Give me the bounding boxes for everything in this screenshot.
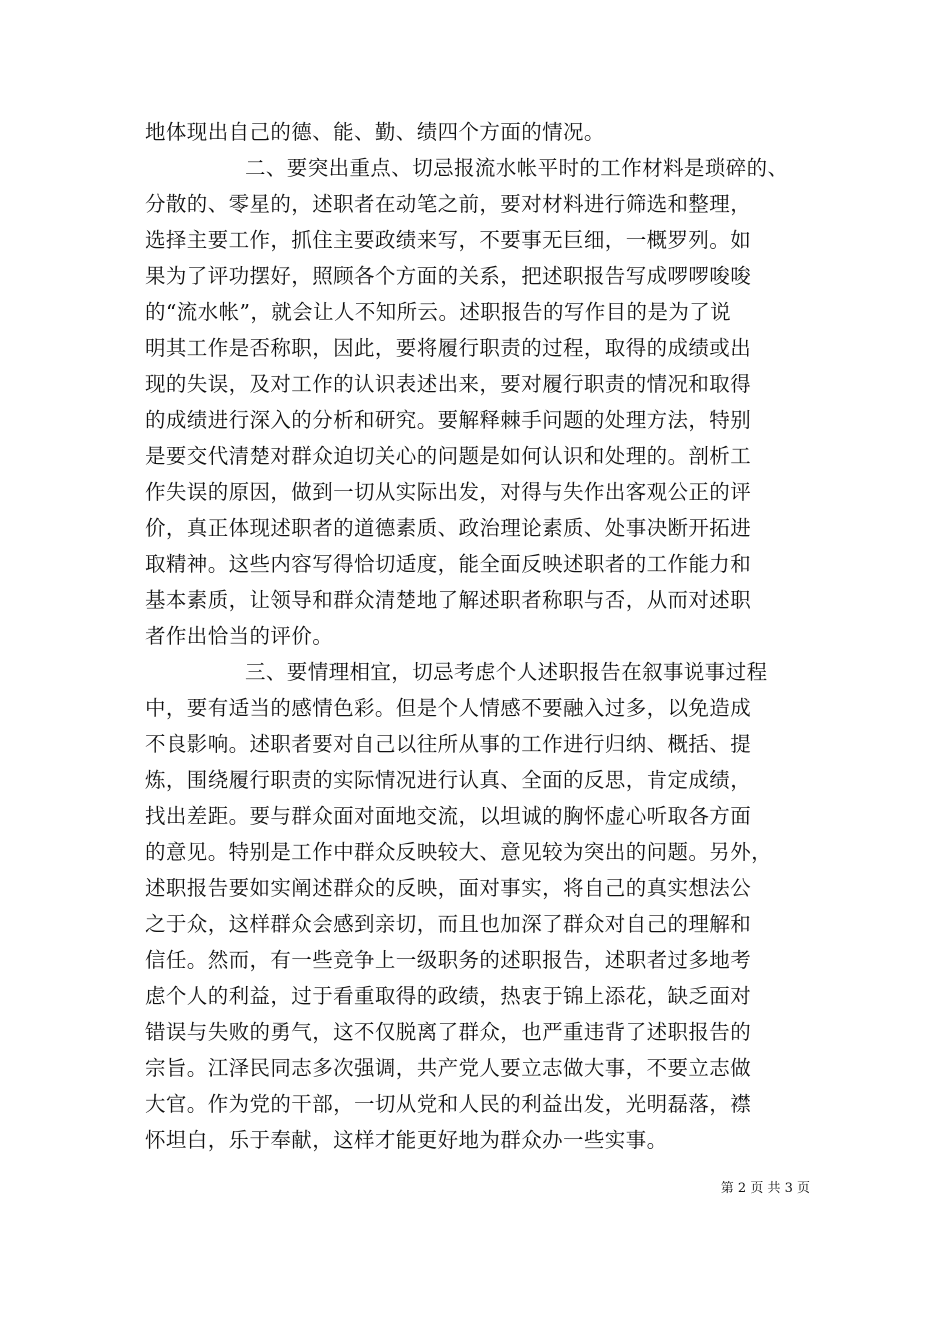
text-line: 价，真正体现述职者的道德素质、政治理论素质、处事决断开拓进 <box>145 516 752 540</box>
text-line: 作失误的原因，做到一切从实际出发，对得与失作出客观公正的评 <box>145 480 752 504</box>
text-line: 宗旨。江泽民同志多次强调，共产党人要立志做大事，不要立志做 <box>145 1056 752 1080</box>
text-line: 取精神。这些内容写得恰切适度，能全面反映述职者的工作能力和 <box>145 552 752 576</box>
page-number: 第 2 页 共 3 页 <box>720 1181 810 1196</box>
text-line: 之于众，这样群众会感到亲切，而且也加深了群众对自己的理解和 <box>145 912 752 936</box>
text-line: 是要交代清楚对群众迫切关心的问题是如何认识和处理的。剖析工 <box>145 444 752 468</box>
text-line: 者作出恰当的评价。 <box>145 624 334 648</box>
text-line: 现的失误，及对工作的认识表述出来，要对履行职责的情况和取得 <box>145 372 752 396</box>
text-line: 怀坦白，乐于奉献，这样才能更好地为群众办一些实事。 <box>145 1128 668 1152</box>
text-line: 地体现出自己的德、能、勤、绩四个方面的情况。 <box>145 120 605 144</box>
paragraph-heading-line: 二、要突出重点、切忌报流水帐平时的工作材料是琐碎的、 <box>245 156 789 180</box>
text-line: 中，要有适当的感情色彩。但是个人情感不要融入过多，以免造成 <box>145 696 752 720</box>
text-line: 的“流水帐”，就会让人不知所云。述职报告的写作目的是为了说 <box>145 300 732 324</box>
paragraph-heading-line: 三、要情理相宜，切忌考虑个人述职报告在叙事说事过程 <box>245 660 768 684</box>
text-line: 找出差距。要与群众面对面地交流，以坦诚的胸怀虚心听取各方面 <box>145 804 752 828</box>
text-line: 大官。作为党的干部，一切从党和人民的利益出发，光明磊落，襟 <box>145 1092 752 1116</box>
text-line: 基本素质，让领导和群众清楚地了解述职者称职与否，从而对述职 <box>145 588 752 612</box>
text-line: 信任。然而，有一些竞争上一级职务的述职报告，述职者过多地考 <box>145 948 752 972</box>
text-line: 分散的、零星的，述职者在动笔之前，要对材料进行筛选和整理， <box>145 192 752 216</box>
text-line: 错误与失败的勇气，这不仅脱离了群众，也严重违背了述职报告的 <box>145 1020 752 1044</box>
text-line: 果为了评功摆好，照顾各个方面的关系，把述职报告写成啰啰唆唆 <box>145 264 752 288</box>
text-line: 炼，围绕履行职责的实际情况进行认真、全面的反思，肯定成绩， <box>145 768 752 792</box>
text-line: 不良影响。述职者要对自己以往所从事的工作进行归纳、概括、提 <box>145 732 752 756</box>
text-line: 明其工作是否称职，因此，要将履行职责的过程，取得的成绩或出 <box>145 336 752 360</box>
text-line: 虑个人的利益，过于看重取得的政绩，热衷于锦上添花，缺乏面对 <box>145 984 752 1008</box>
text-line: 的成绩进行深入的分析和研究。要解释棘手问题的处理方法，特别 <box>145 408 752 432</box>
text-line: 述职报告要如实阐述群众的反映，面对事实，将自己的真实想法公 <box>145 876 752 900</box>
text-line: 的意见。特别是工作中群众反映较大、意见较为突出的问题。另外， <box>145 840 772 864</box>
text-line: 选择主要工作，抓住主要政绩来写，不要事无巨细，一概罗列。如 <box>145 228 752 252</box>
